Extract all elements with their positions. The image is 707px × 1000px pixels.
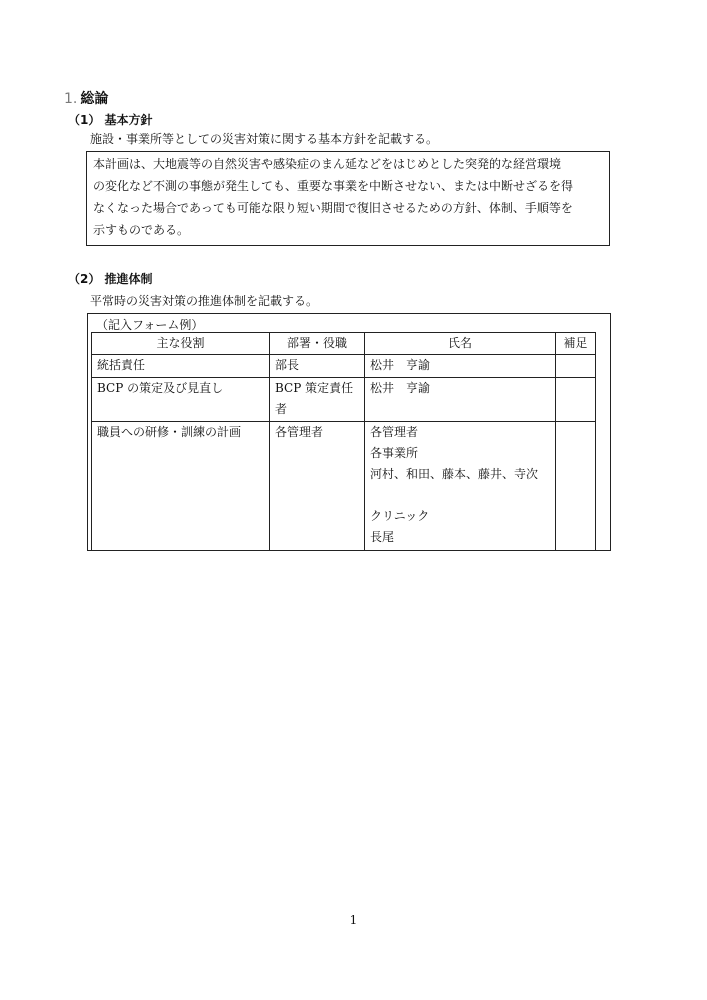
role-cell: BCP の策定及び見直し bbox=[92, 378, 270, 422]
policy-line: 本計画は、大地震等の自然災害や感染症のまん延などをはじめとした突発的な経営環境 bbox=[93, 157, 562, 171]
table-row bbox=[92, 378, 596, 422]
role-cell: 統括責任 bbox=[92, 355, 270, 378]
policy-box bbox=[86, 151, 610, 246]
header-note: 補足 bbox=[556, 333, 596, 355]
note-cell bbox=[556, 422, 596, 551]
name-cell: 各管理者 各事業所 河村、和田、藤本、藤井、寺次 クリニック 長尾 bbox=[365, 422, 556, 551]
policy-line: の変化など不測の事態が発生しても、重要な事業を中断させない、または中断せざるを得 bbox=[93, 179, 574, 193]
section-number: 1. bbox=[64, 91, 78, 107]
header-role: 主な役割 bbox=[92, 333, 270, 355]
roles-table bbox=[91, 332, 596, 551]
subsection-1-description: 施設・事業所等としての災害対策に関する基本方針を記載する。 bbox=[90, 132, 439, 146]
department-cell: 部長 bbox=[270, 355, 365, 378]
header-name: 氏名 bbox=[365, 333, 556, 355]
subsection-2-heading: （2） 推進体制 bbox=[68, 272, 153, 286]
policy-line: なくなった場合であっても可能な限り短い期間で復旧させるための方針、体制、手順等を bbox=[93, 201, 573, 215]
name-cell: 松井 亨諭 bbox=[365, 378, 556, 422]
subsection-2-description: 平常時の災害対策の推進体制を記載する。 bbox=[90, 294, 319, 308]
role-cell: 職員への研修・訓練の計画 bbox=[92, 422, 270, 551]
department-cell: BCP 策定責任 者 bbox=[270, 378, 365, 422]
policy-line: 示すものである。 bbox=[93, 223, 190, 237]
note-cell bbox=[556, 355, 596, 378]
page-number: 1 bbox=[349, 913, 358, 927]
table-row bbox=[92, 355, 596, 378]
header-department: 部署・役職 bbox=[270, 333, 365, 355]
department-cell: 各管理者 bbox=[270, 422, 365, 551]
name-cell: 松井 亨諭 bbox=[365, 355, 556, 378]
table-header-row bbox=[92, 333, 596, 355]
table-row bbox=[92, 422, 596, 551]
form-caption: （記入フォーム例） bbox=[96, 318, 204, 332]
section-title-text: 総論 bbox=[80, 91, 109, 107]
section-title bbox=[64, 88, 108, 108]
note-cell bbox=[556, 378, 596, 422]
subsection-1-heading: （1） 基本方針 bbox=[68, 113, 153, 127]
